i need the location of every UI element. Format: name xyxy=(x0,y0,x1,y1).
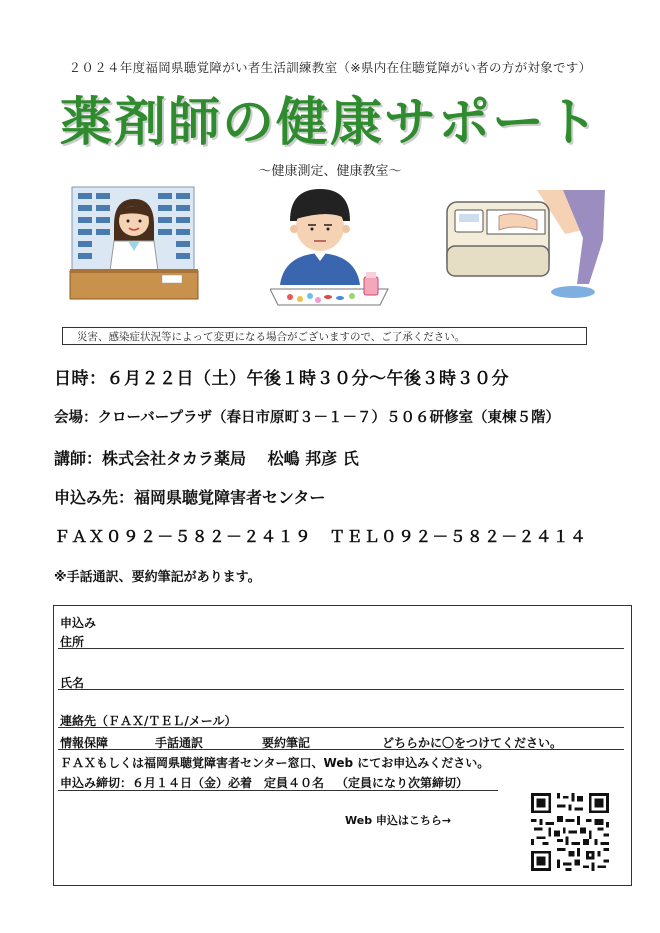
fax-web-note: ＦＡＸもしくは福岡県聴覚障害者センター窓口、Web にてお申込みください。 xyxy=(60,756,490,770)
header-subtitle: ２０２４年度福岡県聴覚障がい者生活訓練教室（※県内在住聴覚障がい者の方が対象です） xyxy=(68,60,592,75)
name-label: 氏名 xyxy=(60,676,85,690)
body-composition-scale-illustration xyxy=(445,190,610,305)
address-field[interactable] xyxy=(58,648,624,649)
qr-code-icon[interactable] xyxy=(528,790,612,874)
notice-box: 災害、感染症状況等によって変更になる場合がございますので、ご了承ください。 xyxy=(62,327,587,345)
contact-field[interactable] xyxy=(58,727,624,728)
support-note: ※手話通訳、要約筆記があります。 xyxy=(54,570,261,585)
apply-to: 申込み先：福岡県聴覚障害者センター xyxy=(54,488,326,507)
page-subtitle: ～健康測定、健康教室～ xyxy=(258,164,402,179)
fax-tel-contact: ＦＡＸ０９２－５８２－２４１９ ＴＥＬ０９２－５８２－２４１４ xyxy=(54,527,588,546)
page-title: 薬剤師の健康サポート xyxy=(59,93,600,153)
support-label: 情報保障 xyxy=(60,736,109,750)
address-label: 住所 xyxy=(60,635,85,649)
web-apply-link[interactable]: Web 申込はこちら→ xyxy=(345,814,452,827)
event-lecturer: 講師：株式会社タカラ薬局 松嶋 邦彦 氏 xyxy=(54,449,359,468)
support-underline xyxy=(58,749,624,750)
sign-language-option[interactable]: 手話通訳 xyxy=(155,736,204,750)
contact-label: 連絡先（ＦＡＸ/ＴＥＬ/メール） xyxy=(60,714,237,728)
deadline-note: （定員になり次第締切） xyxy=(336,776,469,790)
event-venue: 会場：クローバープラザ（春日市原町３－１－７）５０６研修室（東棟５階） xyxy=(54,410,561,426)
deadline-underline xyxy=(58,790,498,791)
boy-with-medicine-illustration xyxy=(270,185,390,310)
name-field[interactable] xyxy=(58,689,624,690)
pharmacist-illustration xyxy=(66,185,202,303)
form-apply-label: 申込み xyxy=(60,616,97,630)
event-datetime: 日時：６月２２日（土）午後１時３０分～午後３時３０分 xyxy=(54,369,509,389)
deadline-text: 申込み締切：６月１４日（金）必着 定員４０名 xyxy=(60,776,325,790)
summary-writing-option[interactable]: 要約筆記 xyxy=(262,736,311,750)
choose-instruction: どちらかに〇をつけてください。 xyxy=(382,736,563,750)
